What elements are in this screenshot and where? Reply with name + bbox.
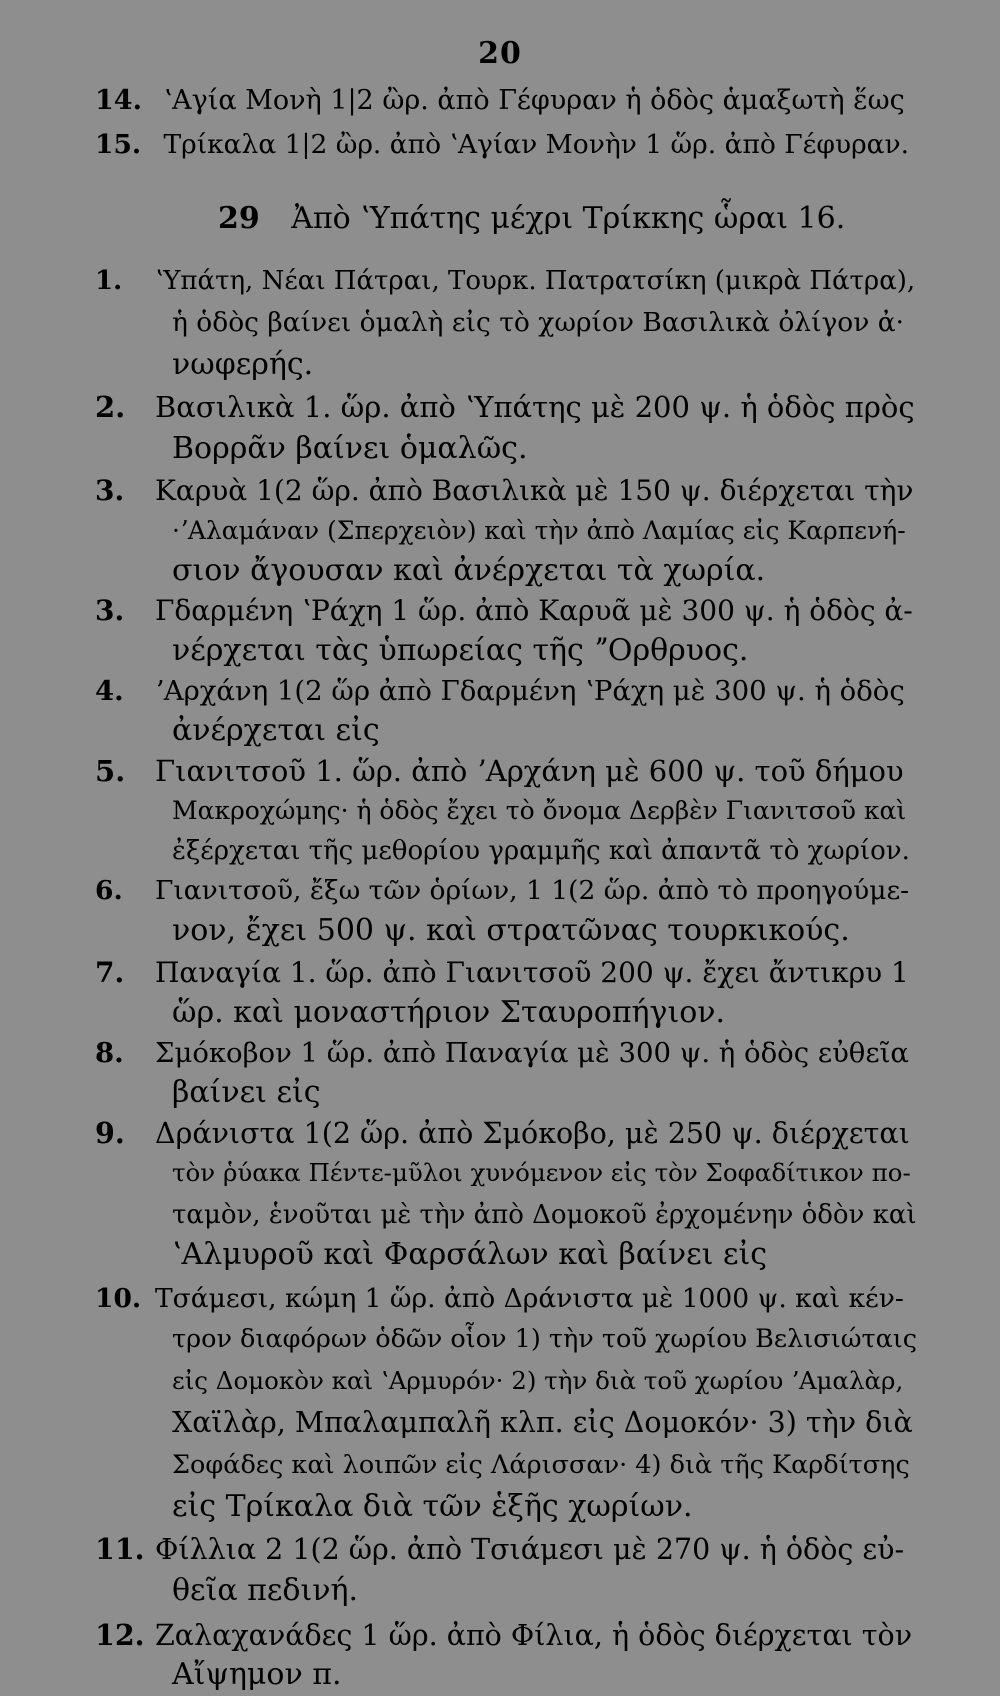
item-text: ʽΑλμυροῦ καὶ Φαρσάλων καὶ βαίνει εἰς bbox=[172, 1237, 768, 1272]
item-text: Βασιλικὰ 1. ὥρ. ἀπὸ ʽΥπάτης μὲ 200 ψ. ἡ ὁδὸς πρὸς bbox=[155, 390, 915, 424]
list-item bbox=[95, 126, 915, 166]
item-text: Παναγία 1. ὥρ. ἀπὸ Γιανιτσοῦ 200 ψ. ἔχει ἄντικρυ 1 bbox=[155, 956, 909, 989]
item-text: ἀνέρχεται εἰς bbox=[172, 713, 380, 748]
item-text: Γδαρμένη ʽΡάχη 1 ὥρ. ἀπὸ Καρυᾶ μὲ 300 ψ. ἡ ὁδὸς ἀ- bbox=[155, 594, 913, 627]
item-text: τρον διαφόρων ὁδῶν οἷον 1) τὴν τοῦ χωρίου Βελισιώταις bbox=[172, 1324, 918, 1354]
list-item bbox=[172, 994, 917, 1034]
list-item bbox=[172, 1320, 917, 1360]
list-item bbox=[172, 1572, 917, 1612]
item-number: 3. bbox=[95, 594, 125, 627]
item-text: Γιανιτσοῦ 1. ὥρ. ἀπὸ ʼΑρχάνη μὲ 600 ψ. τοῦ δήμου bbox=[155, 754, 904, 788]
item-number: 5. bbox=[95, 754, 126, 788]
list-item bbox=[172, 912, 917, 952]
item-text: Σοφάδες καὶ λοιπῶν εἰς Λάρισσαν· 4) διὰ τῆς Καρδίτσης bbox=[172, 1450, 910, 1480]
list-item bbox=[172, 1362, 917, 1402]
item-text: Χαϊλὰρ, Μπαλαμπαλῆ κλπ. εἰς Δομοκόν· 3) τὴν διὰ bbox=[172, 1406, 913, 1439]
item-text: ταμὸν, ἑνοῦται μὲ τὴν ἀπὸ Δομοκοῦ ἐρχομένην ὁδὸν καὶ bbox=[172, 1200, 917, 1230]
item-text: νέρχεται τὰς ὑπωρείας τῆς ˮΟρθρυος. bbox=[172, 633, 749, 668]
item-text: τὸν ῥύακα Πέντε-μῦλοι χυνόμενον εἰς τὸν Σοφαδίτικον πο- bbox=[172, 1158, 911, 1187]
list-item bbox=[172, 346, 917, 386]
item-text: σιον ἄγουσαν καὶ ἀνέρχεται τὰ χωρία. bbox=[172, 553, 766, 588]
list-item bbox=[172, 712, 917, 752]
item-text: ʽΥπάτη, Νέαι Πάτραι, Τουρκ. Πατρατσίκη (μικρὰ Πάτρα), bbox=[155, 266, 916, 296]
item-number: 6. bbox=[95, 875, 123, 906]
item-text: Τρίκαλα 1|2 ὢρ. ἀπὸ ʽΑγίαν Μονὴν 1 ὥρ. ἀπὸ Γέφυραν. bbox=[163, 129, 910, 160]
list-item bbox=[95, 872, 915, 912]
item-number: 15. bbox=[95, 129, 142, 160]
item-text: νον, ἔχει 500 ψ. καὶ στρατῶνας τουρκικούς. bbox=[172, 913, 850, 948]
list-item bbox=[172, 1656, 917, 1696]
item-text: Γιανιτσοῦ, ἔξω τῶν ὁρίων, 1 1(2 ὥρ. ἀπὸ τὸ προηγούμε- bbox=[155, 875, 910, 906]
list-item bbox=[172, 430, 917, 470]
list-item bbox=[95, 672, 915, 712]
item-text: ʼΑρχάνη 1(2 ὥρ ἀπὸ Γδαρμένη ʽΡάχη μὲ 300 ψ. ἡ ὁδὸς bbox=[155, 675, 905, 707]
item-number: 11. bbox=[95, 1532, 145, 1566]
section-heading bbox=[218, 200, 845, 238]
list-item bbox=[95, 388, 915, 428]
item-number: 7. bbox=[95, 956, 125, 989]
list-item bbox=[172, 792, 917, 832]
list-item bbox=[95, 954, 915, 994]
item-text: ʽΑγία Μονὴ 1|2 ὢρ. ἀπὸ Γέφυραν ἡ ὁδὸς ἁμαξωτὴ ἕως bbox=[163, 85, 905, 116]
list-item bbox=[95, 262, 915, 302]
item-text: Αἴψημον π. bbox=[172, 1657, 342, 1692]
list-item bbox=[172, 512, 917, 552]
item-text: νωφερής. bbox=[172, 347, 314, 382]
item-text: Δράνιστα 1(2 ὥρ. ἀπὸ Σμόκοβο, μὲ 250 ψ. διέρχεται bbox=[155, 1117, 910, 1150]
section-title: Ἀπὸ ʽΥπάτης μέχρι Τρίκκης ὧραι 16. bbox=[291, 201, 846, 236]
list-item bbox=[95, 1280, 915, 1320]
list-item bbox=[172, 1074, 917, 1114]
item-text: εἰς Δομοκὸν καὶ ʽΑρμυρόν· 2) τὴν διὰ τοῦ χωρίου ʼΑμαλὰρ, bbox=[172, 1366, 904, 1395]
list-item bbox=[95, 472, 915, 512]
list-item bbox=[172, 1446, 917, 1486]
item-number: 14. bbox=[95, 85, 142, 116]
list-item bbox=[172, 552, 917, 592]
page-number: 20 bbox=[478, 36, 522, 71]
item-text: Σμόκοβον 1 ὥρ. ἀπὸ Παναγία μὲ 300 ψ. ἡ ὁδὸς εὐθεῖα bbox=[155, 1037, 909, 1069]
list-item bbox=[95, 82, 915, 122]
list-item bbox=[95, 592, 915, 632]
item-number: 8. bbox=[95, 1037, 124, 1069]
list-item bbox=[172, 304, 917, 344]
item-text: Φίλλια 2 1(2 ὥρ. ἀπὸ Τσιάμεσι μὲ 270 ψ. ἡ ὁδὸς εὐ- bbox=[155, 1533, 905, 1566]
item-number: 9. bbox=[95, 1116, 125, 1150]
list-item bbox=[95, 1530, 915, 1570]
item-number: 3. bbox=[95, 474, 125, 507]
list-item bbox=[172, 1488, 917, 1528]
list-item bbox=[95, 1616, 915, 1656]
item-number: 2. bbox=[95, 390, 126, 424]
item-text: ἐξέρχεται τῆς μεθορίου γραμμῆς καὶ ἀπαντᾶ τὸ χωρίον. bbox=[172, 836, 910, 866]
list-item bbox=[172, 1154, 917, 1194]
item-number: 12. bbox=[95, 1618, 145, 1652]
item-number: 10. bbox=[95, 1283, 142, 1314]
item-text: ἡ ὁδὸς βαίνει ὁμαλὴ εἰς τὸ χωρίον Βασιλικὰ ὀλίγον ἀ· bbox=[172, 307, 905, 338]
item-text: Τσάμεσι, κώμη 1 ὥρ. ἀπὸ Δράνιστα μὲ 1000 ψ. καὶ κέν- bbox=[155, 1283, 904, 1314]
list-item bbox=[95, 1114, 915, 1154]
list-item bbox=[95, 1034, 915, 1074]
list-item bbox=[95, 752, 915, 792]
section-number: 29 bbox=[218, 201, 260, 236]
item-text: εἰς Τρίκαλα διὰ τῶν ἑξῆς χωρίων. bbox=[172, 1489, 693, 1524]
list-item bbox=[172, 1404, 917, 1444]
list-item bbox=[172, 1196, 917, 1236]
item-text: Καρυὰ 1(2 ὥρ. ἀπὸ Βασιλικὰ μὲ 150 ψ. διέρχεται τὴν bbox=[155, 474, 914, 507]
list-item bbox=[172, 632, 917, 672]
item-number: 4. bbox=[95, 675, 124, 707]
item-text: Βορρᾶν βαίνει ὁμαλῶς. bbox=[172, 431, 528, 466]
list-item bbox=[172, 832, 917, 872]
item-text: βαίνει εἰς bbox=[172, 1075, 321, 1110]
list-item bbox=[172, 1236, 917, 1276]
item-text: ὥρ. καὶ μοναστήριον Σταυροπήγιον. bbox=[172, 995, 726, 1030]
item-text: Μακροχώμης· ἡ ὁδὸς ἔχει τὸ ὄνομα Δερβὲν Γιανιτσοῦ καὶ bbox=[172, 796, 907, 825]
item-text: Ζαλαχανάδες 1 ὥρ. ἀπὸ Φίλια, ἡ ὁδὸς διέρχεται τὸν bbox=[155, 1619, 913, 1652]
item-text: θεῖα πεδινή. bbox=[172, 1573, 358, 1608]
item-text: ·ʼΑλαμάναν (Σπερχειὸν) καὶ τὴν ἀπὸ Λαμίας εἰς Καρπενή- bbox=[172, 516, 906, 545]
item-number: 1. bbox=[95, 266, 123, 296]
